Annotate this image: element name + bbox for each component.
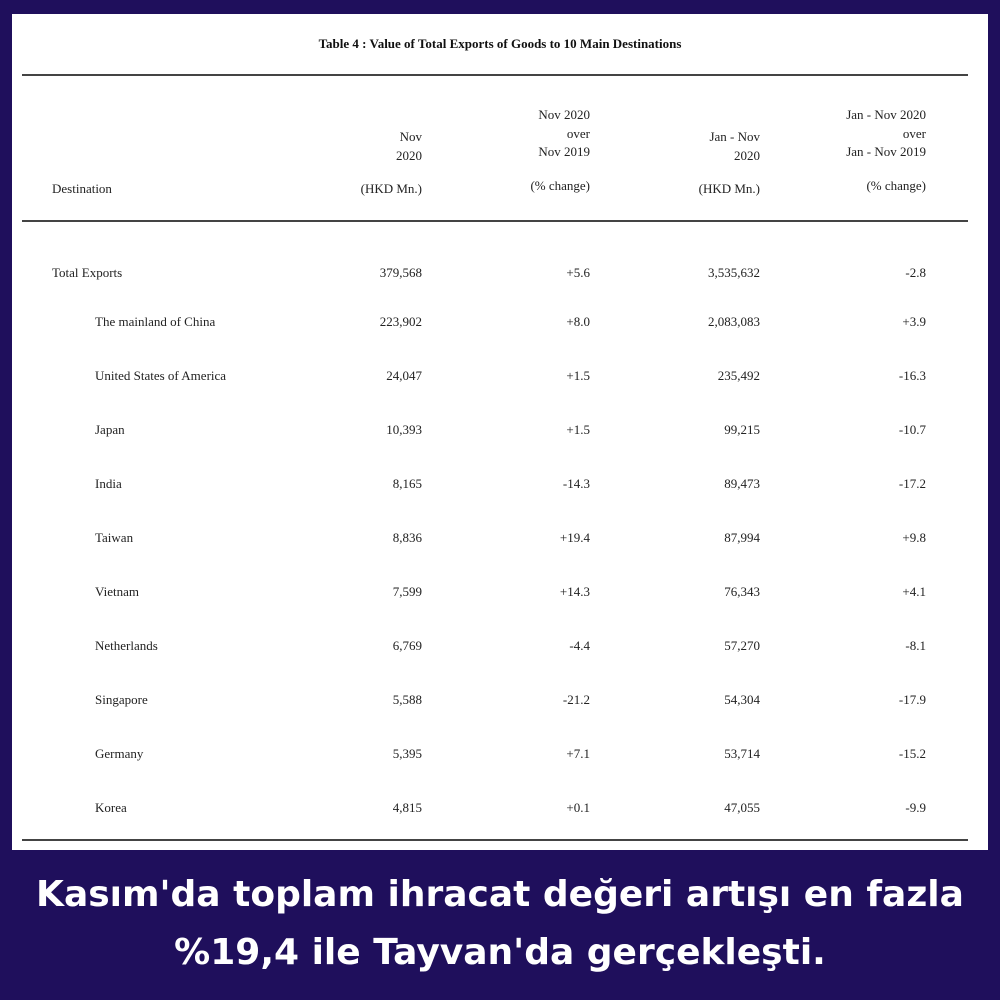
cell-jannov2020: 47,055: [724, 800, 760, 815]
table-row: [12, 422, 988, 442]
header-nov-change: [530, 106, 590, 195]
cell-nov-change: +5.6: [566, 265, 590, 280]
header-destination: Destination: [52, 181, 112, 196]
row-destination: Germany: [95, 746, 144, 761]
row-destination: India: [95, 476, 122, 491]
header-line: Nov: [399, 129, 422, 144]
header-line: Jan - Nov 2019: [846, 144, 926, 159]
row-destination: Japan: [95, 422, 125, 437]
cell-nov-change: +1.5: [566, 368, 590, 383]
header-unit: (HKD Mn.): [698, 181, 760, 196]
row-destination: The mainland of China: [95, 314, 216, 329]
bottom-rule: [22, 839, 968, 841]
cell-jannov2020: 53,714: [724, 746, 760, 761]
cell-nov-change: -14.3: [562, 476, 590, 491]
cell-jannov2020: 235,492: [717, 368, 760, 383]
caption: [0, 866, 1000, 982]
cell-jannov2020: 87,994: [724, 530, 760, 545]
row-destination: Netherlands: [95, 638, 158, 653]
header-line: 2020: [396, 147, 422, 163]
cell-jannov-change: +4.1: [902, 584, 926, 599]
cell-jannov-change: +3.9: [902, 314, 926, 329]
cell-jannov-change: -17.2: [898, 476, 926, 491]
cell-nov-change: -21.2: [562, 692, 590, 707]
cell-nov-change: +0.1: [566, 800, 590, 815]
cell-nov2020: 5,395: [392, 746, 422, 761]
table-title: Table 4 : Value of Total Exports of Goods to 10 Main Destinations: [318, 36, 682, 51]
cell-jannov-change: -17.9: [898, 692, 926, 707]
cell-nov2020: 8,165: [392, 476, 422, 491]
cell-jannov2020: 99,215: [724, 422, 760, 437]
cell-jannov-change: -15.2: [898, 746, 926, 761]
row-destination: Korea: [95, 800, 127, 815]
header-nov-2020: [361, 128, 422, 199]
row-destination: Total Exports: [52, 265, 123, 280]
caption-line-1: Kasım'da toplam ihracat değeri artışı en fazla: [36, 874, 964, 915]
cell-nov-change: +14.3: [559, 584, 590, 599]
cell-jannov-change: -8.1: [905, 638, 926, 653]
cell-nov-change: +1.5: [566, 422, 590, 437]
cell-jannov2020: 89,473: [724, 476, 760, 491]
cell-nov2020: 223,902: [379, 314, 422, 329]
cell-nov2020: 4,815: [392, 800, 422, 815]
table-row: [12, 800, 988, 820]
table-row: [12, 476, 988, 496]
cell-nov2020: 5,588: [392, 692, 422, 707]
table-row: [12, 692, 988, 712]
row-destination: Singapore: [95, 692, 148, 707]
cell-nov-change: -4.4: [569, 638, 590, 653]
header-line: Nov 2019: [538, 144, 590, 159]
header-jan-nov-2020: [699, 128, 760, 199]
cell-jannov-change: -16.3: [898, 368, 926, 383]
table-row: [12, 638, 988, 658]
cell-jannov-change: -9.9: [905, 800, 926, 815]
header-line: Jan - Nov 2020: [846, 107, 926, 122]
header-unit: (HKD Mn.): [360, 181, 422, 196]
header-jan-nov-change: [846, 106, 926, 195]
caption-line-2: %19,4 ile Tayvan'da gerçekleşti.: [174, 932, 826, 973]
table-row: [12, 584, 988, 604]
cell-nov2020: 10,393: [386, 422, 422, 437]
cell-nov2020: 24,047: [386, 368, 422, 383]
row-destination: United States of America: [95, 368, 227, 383]
header-line: Jan - Nov: [709, 129, 760, 144]
row-destination: Vietnam: [95, 584, 139, 599]
table-row: [12, 314, 988, 334]
header-rule: [22, 220, 968, 222]
cell-jannov-change: +9.8: [902, 530, 926, 545]
cell-jannov2020: 3,535,632: [708, 265, 760, 280]
header-line: over: [902, 125, 926, 141]
cell-nov-change: +19.4: [559, 530, 590, 545]
cell-nov2020: 379,568: [379, 265, 422, 280]
cell-jannov-change: -2.8: [905, 265, 926, 280]
table-row: [12, 530, 988, 550]
top-rule: [22, 74, 968, 76]
cell-nov2020: 6,769: [392, 638, 422, 653]
header-unit: (% change): [530, 177, 590, 193]
cell-jannov-change: -10.7: [898, 422, 926, 437]
table-row-total: [12, 265, 988, 285]
cell-jannov2020: 57,270: [724, 638, 760, 653]
cell-nov2020: 8,836: [392, 530, 422, 545]
header-line: Nov 2020: [538, 107, 590, 122]
table-row: [12, 746, 988, 766]
cell-jannov2020: 2,083,083: [708, 314, 760, 329]
header-line: 2020: [734, 147, 760, 163]
table-row: [12, 368, 988, 388]
row-destination: Taiwan: [95, 530, 134, 545]
cell-jannov2020: 54,304: [724, 692, 760, 707]
cell-jannov2020: 76,343: [724, 584, 760, 599]
cell-nov2020: 7,599: [392, 584, 422, 599]
header-unit: (% change): [866, 177, 926, 193]
cell-nov-change: +8.0: [566, 314, 590, 329]
header-line: over: [566, 125, 590, 141]
table-document: [12, 14, 988, 850]
cell-nov-change: +7.1: [566, 746, 590, 761]
